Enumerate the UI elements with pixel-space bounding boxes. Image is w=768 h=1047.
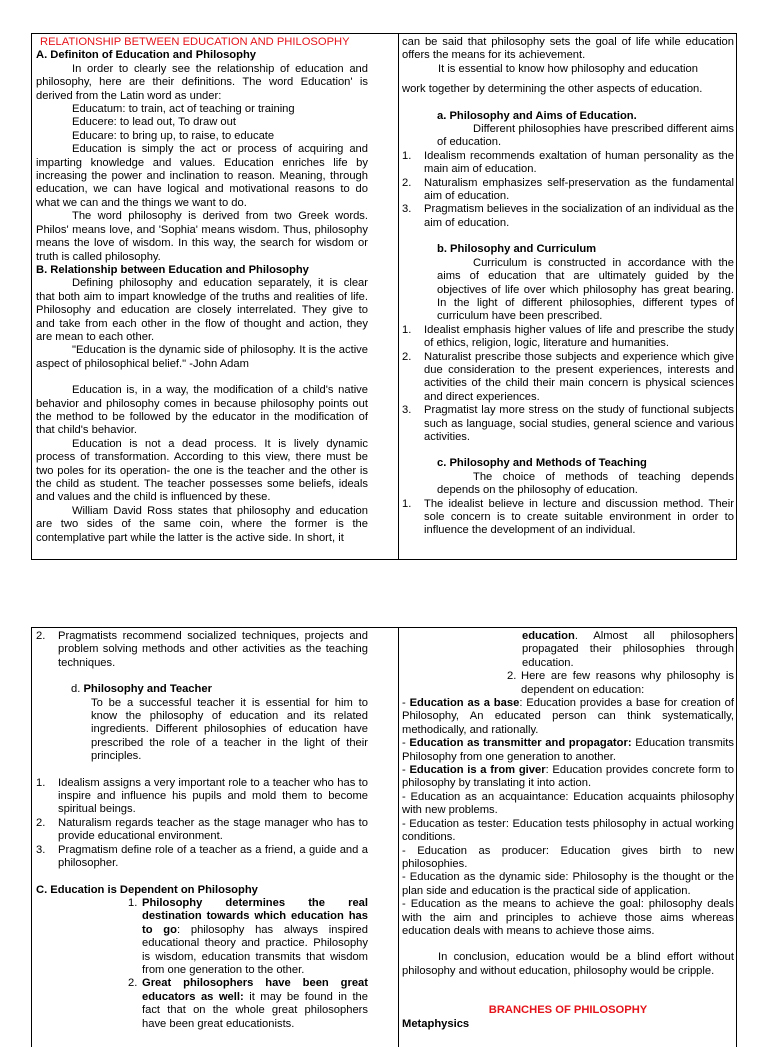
page-1-left-column [36, 36, 368, 545]
section-b-heading: B. Relationship between Education and Philosophy [36, 263, 309, 276]
list-item: 1. Idealism assigns a very important role to a teacher who has to inspire and influence his pupils and mold them to become spiritual beings. [36, 776, 368, 816]
list-item: 1. Idealist emphasis higher values of life and prescribe the study of ethics, religion, logic, literature and humanities. [402, 323, 734, 350]
methods-list-continued [36, 630, 368, 670]
list-item: 3. Pragmatist lay more stress on the study of functional subjects such as language, social studies, general science and various activities. [402, 404, 734, 443]
document-title: RELATIONSHIP BETWEEN EDUCATION AND PHILOSOPHY [40, 36, 350, 48]
list-item: 1. The idealist believe in lecture and discussion method. Their sole concern is to create suitable environment in order to influence the development of an individual. [402, 497, 734, 537]
subsection-a-heading: a. Philosophy and Aims of Education. [437, 109, 637, 122]
bullet-item: - Education as tester: Education tests philosophy in actual working conditions. [402, 817, 735, 844]
section-c-heading: C. Education is Dependent on Philosophy [36, 883, 258, 896]
paragraph: The word philosophy is derived from two Greek words. Philos' means love, and 'Sophia' means wisdom. Thus, philosophy means the love of wisdom. In this way, the search for wisdom or truth is called philosophy. [36, 210, 368, 263]
branches-heading: BRANCHES OF PHILOSOPHY [488, 1004, 648, 1017]
bullet-item: - Education as the means to achieve the goal: philosophy deals with the aim and principles to achieve those aims whereas education deals with means to achieve those aims. [402, 898, 734, 937]
paragraph: Education is simply the act or process of acquiring and imparting knowledge and values. Education enriches life by increasing the power and inclination to reason. Meaning, through education, we can have logical and motivational reasons to do what we can and the things we want to do. [36, 143, 368, 209]
reasons-bullets [402, 697, 734, 938]
quote: "Education is the dynamic side of philosophy. It is the active aspect of philosophical belief." -John Adam [36, 344, 368, 370]
paragraph: education. Almost all philosophers propagated their philosophies through education. [522, 630, 734, 669]
bullet-item: - Education as producer: Education gives birth to new philosophies. [402, 844, 734, 870]
paragraph: William David Ross states that philosophy and education are two sides of the same coin, where the former is the contemplative part while the latter is the active side. In short, it [36, 504, 368, 544]
teacher-list [36, 777, 368, 871]
definition-item: Educare: to bring up, to raise, to educate [72, 129, 275, 142]
aims-list [402, 150, 734, 230]
definition-item: Educere: to lead out, To draw out [72, 116, 236, 129]
bullet-item: - Education is a from giver: Education provides concrete form to philosophy by translating it into action. [402, 764, 734, 790]
paragraph: Different philosophies have prescribed different aims of education. [437, 123, 734, 149]
paragraph: Education is, in a way, the modification of a child's native behavior and philosophy comes in because philosophy points out the method to be followed by the educator in the modification of that child's behavior. [36, 384, 368, 437]
section-a-heading: A. Definiton of Education and Philosophy [36, 49, 257, 62]
list-item: 1. Philosophy determines the real destination towards which education has to go: philosophy has always inspired educational theory and practice. Philosophy is wisdom, education transmits that wisdom from one generation to the other. [128, 896, 368, 976]
page-2-frame [31, 627, 737, 1047]
reasons-intro-list [402, 670, 734, 697]
methods-list [402, 498, 734, 538]
paragraph: Defining philosophy and education separately, it is clear that both aim to impart knowledge of the truths and realities of life. Philosophy and education are closely interrelated. They give to and take from each other in the flow of thought and action, they are mean to each other. [36, 277, 368, 343]
bullet-item: - Education as an acquaintance: Education acquaints philosophy with new problems. [402, 790, 734, 817]
paragraph: The choice of methods of teaching depends depends on the philosophy of education. [437, 470, 734, 497]
list-item: 2. Here are few reasons why philosophy is dependent on education: [507, 670, 734, 696]
definition-item: Educatum: to train, act of teaching or training [72, 103, 295, 116]
column-divider [398, 34, 399, 559]
paragraph: To be a successful teacher it is essential for him to know the philosophy of education and its related ingredients. Different philosophies of education have prescribed the role of a teacher in the light of their principles. [91, 696, 368, 763]
list-item: 2. Naturalism emphasizes self-preservation as the fundamental aim of education. [402, 176, 734, 203]
subsection-c-heading: c. Philosophy and Methods of Teaching [437, 457, 647, 470]
paragraph: It is essential to know how philosophy and education [438, 62, 698, 75]
paragraph: can be said that philosophy sets the goal of life while education offers the means for its achievement. [402, 36, 734, 62]
bullet-item: - Education as the dynamic side: Philosophy is the thought or the plan side and education is the practical side of application. [402, 871, 735, 897]
list-item: 3. Pragmatism believes in the socialization of an individual as the aim of education. [402, 203, 734, 229]
page-2-right-column [402, 630, 734, 1031]
dependence-list [36, 897, 368, 1031]
page-1-frame [31, 33, 737, 560]
paragraph: Curriculum is constructed in accordance with the aims of education that are ultimately guided by the objectives of life over which philosophy has great bearing. In the light of different philosophies, different types of curriculum have been prescribed. [437, 256, 734, 323]
bullet-item: - Education as a base: Education provides a base for creation of Philosophy, An educated person can think systematically, methodically, and rationally. [402, 697, 734, 736]
list-item: 1. Idealism recommends exaltation of human personality as the main aim of education. [402, 149, 734, 176]
list-item: 3. Pragmatism define role of a teacher as a friend, a guide and a philosopher. [36, 843, 368, 870]
subsection-b-heading: b. Philosophy and Curriculum [437, 243, 597, 256]
paragraph: In order to clearly see the relationship of education and philosophy, here are their definitions. The word Education' is derived from the Latin word as under: [36, 62, 368, 102]
page-1-right-column [402, 36, 734, 538]
paragraph: Education is not a dead process. It is lively dynamic process of transformation. According to this view, there must be two poles for its operation- the one is the teacher and the other is the child as student. The teacher possesses some beliefs, ideals and values and the child is influenced by these. [36, 437, 368, 504]
conclusion-paragraph: In conclusion, education would be a blind effort without philosophy and without education, philosophy would be cripple. [402, 951, 734, 977]
list-item: 2. Pragmatists recommend socialized techniques, projects and problem solving methods and other activities as the teaching techniques. [36, 630, 368, 669]
list-item: 2. Naturalist prescribe those subjects and experience which give due consideration to the present experiences, interests and activities of the child their main concern is physical sciences and direct experiences. [402, 350, 734, 403]
metaphysics-heading: Metaphysics [402, 1017, 470, 1030]
column-divider [398, 628, 399, 1047]
page-2-left-column [36, 630, 368, 1031]
subsection-d-heading: d. Philosophy and Teacher [71, 683, 212, 696]
curriculum-list [402, 324, 734, 445]
latin-definitions [36, 103, 368, 143]
paragraph: work together by determining the other aspects of education. [402, 83, 703, 96]
list-item: 2. Great philosophers have been great educators as well: it may be found in the fact that on the whole great philosophers have been great educationists. [128, 977, 369, 1030]
list-item: 2. Naturalism regards teacher as the stage manager who has to provide educational environment. [36, 816, 368, 843]
bullet-item: - Education as transmitter and propagator: Education transmits Philosophy from one generation to another. [402, 737, 734, 763]
